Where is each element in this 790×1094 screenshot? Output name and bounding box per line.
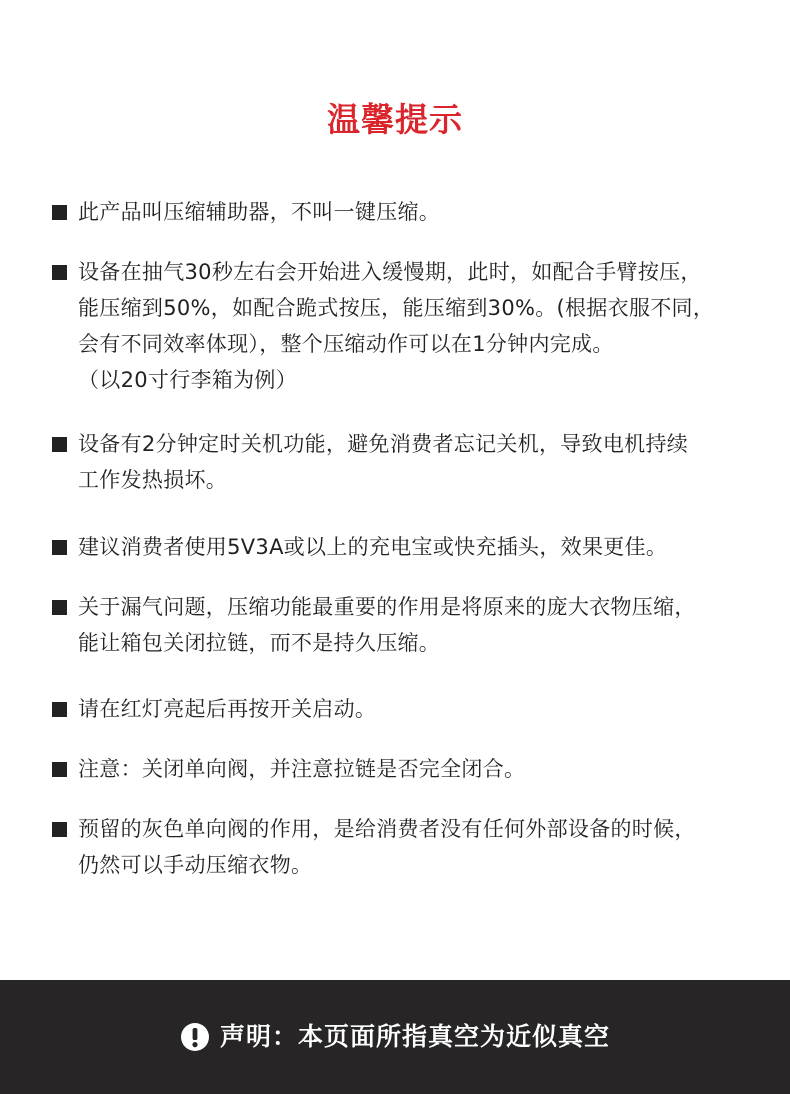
notice-item-text: 设备在抽气30秒左右会开始进入缓慢期，此时，如配合手臂按压， 能压缩到50%，如配合跪式按压，能压缩到30%。(根据衣服不同， 会有不同效率体现），整个压缩动作可以在1分钟内完成。 （以20寸行李箱为例） (78, 260, 715, 392)
square-bullet-icon (52, 702, 67, 717)
notice-item (52, 194, 752, 230)
notice-item (52, 811, 752, 883)
notice-item (52, 426, 752, 498)
square-bullet-icon (52, 600, 67, 615)
notice-item (52, 691, 752, 727)
notice-item (52, 529, 752, 565)
square-bullet-icon (52, 205, 67, 220)
notice-item-text: 请在红灯亮起后再按开关启动。 (78, 697, 377, 721)
disclaimer-footer (0, 980, 790, 1094)
notice-item-text: 关于漏气问题，压缩功能最重要的作用是将原来的庞大衣物压缩， 能让箱包关闭拉链，而不是持久压缩。 (78, 595, 696, 655)
square-bullet-icon (52, 540, 67, 555)
square-bullet-icon (52, 762, 67, 777)
page-title: 温馨提示 (327, 100, 463, 139)
square-bullet-icon (52, 265, 67, 280)
notice-item-text: 注意：关闭单向阀，并注意拉链是否完全闭合。 (78, 757, 526, 781)
square-bullet-icon (52, 822, 67, 837)
notice-item-text: 预留的灰色单向阀的作用，是给消费者没有任何外部设备的时候， 仍然可以手动压缩衣物。 (78, 817, 696, 877)
notice-item-text: 设备有2分钟定时关机功能，避免消费者忘记关机，导致电机持续 工作发热损坏。 (78, 432, 689, 492)
square-bullet-icon (52, 437, 67, 452)
disclaimer-content (180, 1020, 610, 1054)
disclaimer-text: 声明：本页面所指真空为近似真空 (219, 1022, 610, 1051)
exclamation-icon (180, 1022, 210, 1052)
notice-item (52, 589, 752, 661)
notice-item-text: 此产品叫压缩辅助器，不叫一键压缩。 (78, 200, 441, 224)
notice-item (52, 751, 752, 787)
notice-item-text: 建议消费者使用5V3A或以上的充电宝或快充插头，效果更佳。 (78, 535, 668, 559)
notice-item (52, 254, 752, 398)
